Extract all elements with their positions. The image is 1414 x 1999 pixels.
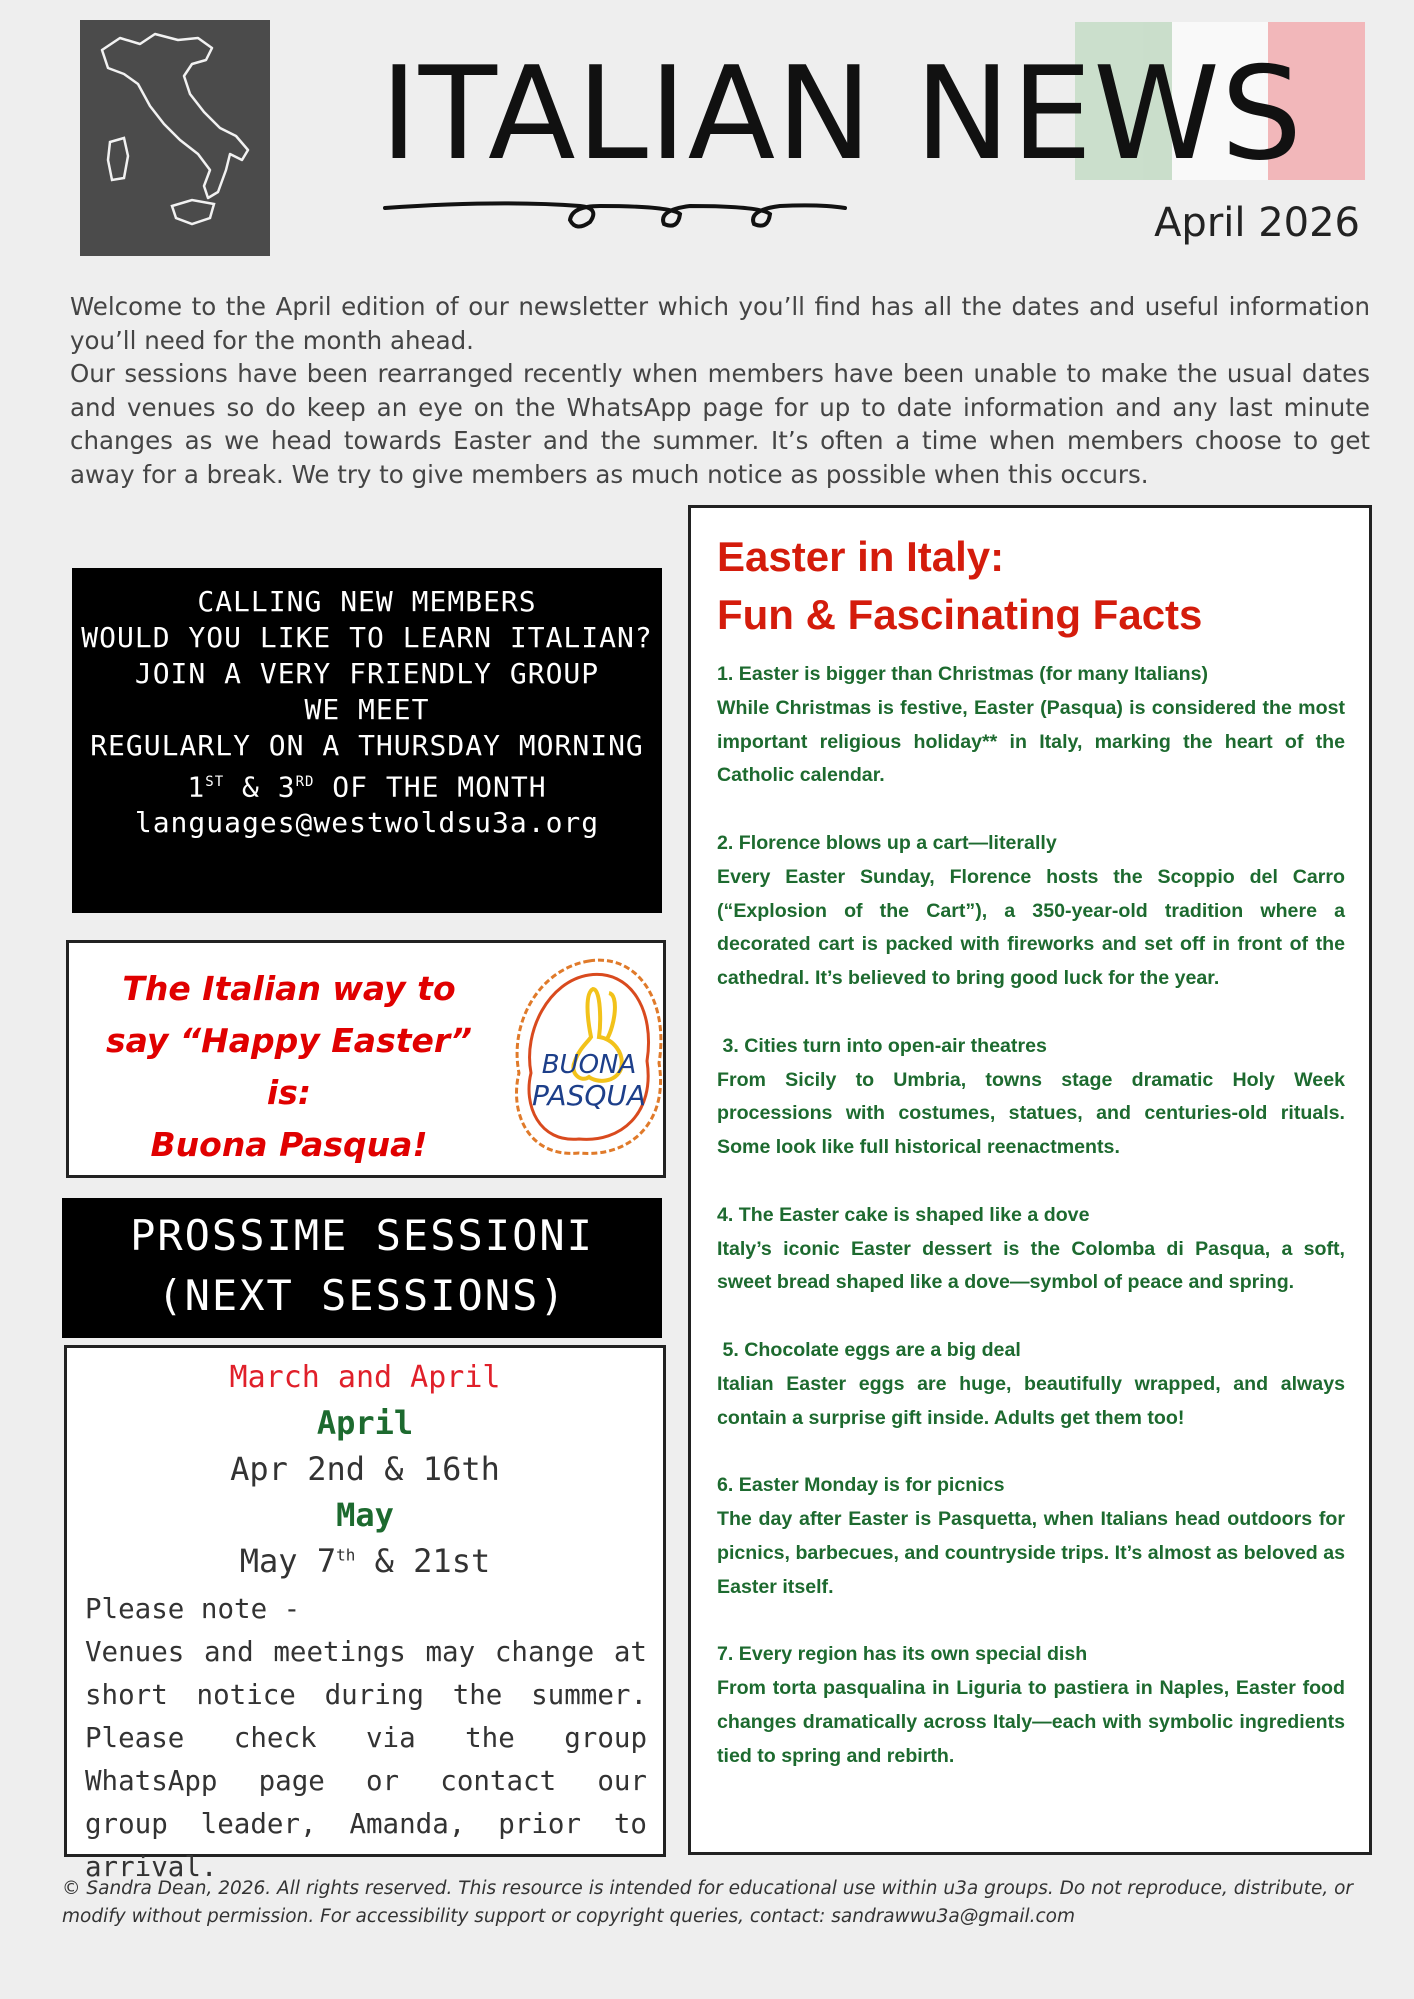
calling-line-5: REGULARLY ON A THURSDAY MORNING: [90, 729, 644, 762]
fact-item: [717, 1030, 1345, 1165]
happy-easter-text: [89, 963, 489, 1171]
calling-line-3: JOIN A VERY FRIENDLY GROUP: [134, 657, 600, 690]
sessions-month-april: April: [316, 1404, 414, 1442]
easter-facts-box: [688, 505, 1372, 1855]
next-sessions-heading: [62, 1198, 662, 1338]
first-suffix: ST: [205, 774, 225, 790]
sessions-note: Please note - Venues and meetings may change at short notice during the summer. Please check via the group WhatsApp page or contact our group leader, Amanda, prior to arrival.: [85, 1593, 647, 1883]
happy-line-4: Buona Pasqua!: [150, 1125, 428, 1164]
happy-line-2: say “Happy Easter”: [105, 1021, 473, 1060]
fact-heading: 6. Easter Monday is for picnics: [717, 1474, 1005, 1497]
fact-body: Every Easter Sunday, Florence hosts the Scoppio del Carro (“Explosion of the Cart”), a 350-year-old tradition where a decorated cart is packed with fireworks and set off in front of the cathedral. It’s believed to bring good luck for the year.: [717, 865, 1345, 990]
buona-pasqua-bunny-icon: [509, 953, 669, 1168]
fact-item: [717, 1199, 1345, 1300]
next-sessions-heading-1: PROSSIME SESSIONI: [130, 1211, 594, 1260]
may-date-suffix: th: [336, 1545, 356, 1565]
fact-body: Italian Easter eggs are huge, beautifully wrapped, and always contain a surprise gift inside. Adults get them too!: [717, 1372, 1345, 1429]
intro-paragraph-2: Our sessions have been rearranged recently when members have been unable to make the usual dates and venues so do keep an eye on the WhatsApp page for up to date information and any last minute changes as we head towards Easter and the summer. It’s often a time when members choose to get away for a break. We try to give members as much notice as possible when this occurs.: [70, 359, 1370, 489]
fact-item: [717, 1638, 1345, 1773]
easter-title-line-1: Easter in Italy:: [717, 533, 1005, 580]
intro-text: [70, 290, 1370, 491]
may-date-first: May 7: [239, 1542, 337, 1580]
fact-heading: 2. Florence blows up a cart—literally: [717, 831, 1057, 854]
fact-heading: 4. The Easter cake is shaped like a dove: [717, 1203, 1090, 1226]
easter-title-line-2: Fun & Fascinating Facts: [717, 591, 1203, 638]
fact-heading: 1. Easter is bigger than Christmas (for many Italians): [717, 663, 1209, 685]
fact-item: [717, 1469, 1345, 1604]
logo-text-bottom: PASQUA: [531, 1079, 647, 1112]
sessions-dates-may: [67, 1542, 663, 1580]
happy-line-1: The Italian way to: [122, 969, 456, 1008]
italy-map-image: [80, 20, 270, 256]
newsletter-title: ITALIAN NEWS: [380, 40, 1304, 189]
calling-line-2: WOULD YOU LIKE TO LEARN ITALIAN?: [81, 621, 653, 654]
next-sessions-heading-2: (NEXT SESSIONS): [157, 1271, 567, 1320]
fact-body: Italy’s iconic Easter dessert is the Colomba di Pasqua, a soft, sweet bread shaped like a dove—symbol of peace and spring.: [717, 1237, 1345, 1294]
calling-line-1: CALLING NEW MEMBERS: [197, 585, 537, 618]
copyright-footer: © Sandra Dean, 2026. All rights reserved. This resource is intended for educational use within u3a groups. Do not reproduce, distribute, or modify without permission. For accessibility support or copyright queries, contact: sandrawwu3a@gmail.com: [62, 1878, 1354, 1927]
italy-outline-icon: [80, 20, 270, 256]
fact-body: From torta pasqualina in Liguria to pastiera in Naples, Easter food changes dramatically across Italy—each with symbolic ingredients tied to spring and rebirth.: [717, 1676, 1345, 1767]
may-date-second: & 21st: [355, 1542, 491, 1580]
sessions-dates-april: Apr 2nd & 16th: [230, 1450, 500, 1488]
swirl-divider-icon: [380, 192, 850, 240]
happy-easter-box: [66, 940, 666, 1178]
intro-paragraph-1: Welcome to the April edition of our newsletter which you’ll find has all the dates and useful information you’ll need for the month ahead.: [70, 292, 1370, 355]
issue-date: April 2026: [1154, 200, 1360, 246]
calling-line-4: WE MEET: [304, 693, 430, 726]
calling-line-6: [72, 764, 662, 805]
calling-new-members-box: [72, 568, 662, 913]
sessions-box: [64, 1345, 666, 1883]
of-the-month: OF THE MONTH: [314, 770, 547, 804]
fact-heading: 5. Chocolate eggs are a big deal: [717, 1338, 1021, 1361]
fact-body: While Christmas is festive, Easter (Pasqua) is considered the most important religious holiday** in Italy, marking the heart of the Catholic calendar.: [717, 696, 1345, 787]
logo-text-top: BUONA: [541, 1050, 637, 1080]
fact-body: The day after Easter is Pasquetta, when Italians head outdoors for picnics, barbecues, and countryside trips. It’s almost as beloved as Easter itself.: [717, 1507, 1345, 1598]
third-suffix: RD: [295, 774, 315, 790]
fact-item: [717, 1334, 1345, 1435]
sessions-period: March and April: [229, 1360, 501, 1395]
easter-title: [717, 528, 1357, 644]
fact-heading: 3. Cities turn into open-air theatres: [717, 1034, 1047, 1057]
happy-line-3: is:: [266, 1073, 312, 1112]
fact-heading: 7. Every region has its own special dish: [717, 1643, 1088, 1666]
sessions-month-may: May: [336, 1496, 394, 1534]
fact-item: [717, 827, 1345, 996]
fact-item: [717, 658, 1345, 793]
third-number: & 3: [224, 770, 296, 804]
contact-email[interactable]: languages@westwoldsu3a.org: [134, 806, 600, 840]
fact-body: From Sicily to Umbria, towns stage dramatic Holy Week processions with costumes, statues, and centuries-old rituals. Some look like full historical reenactments.: [717, 1068, 1345, 1159]
easter-facts-list: [717, 658, 1345, 1807]
first-number: 1: [187, 770, 206, 804]
